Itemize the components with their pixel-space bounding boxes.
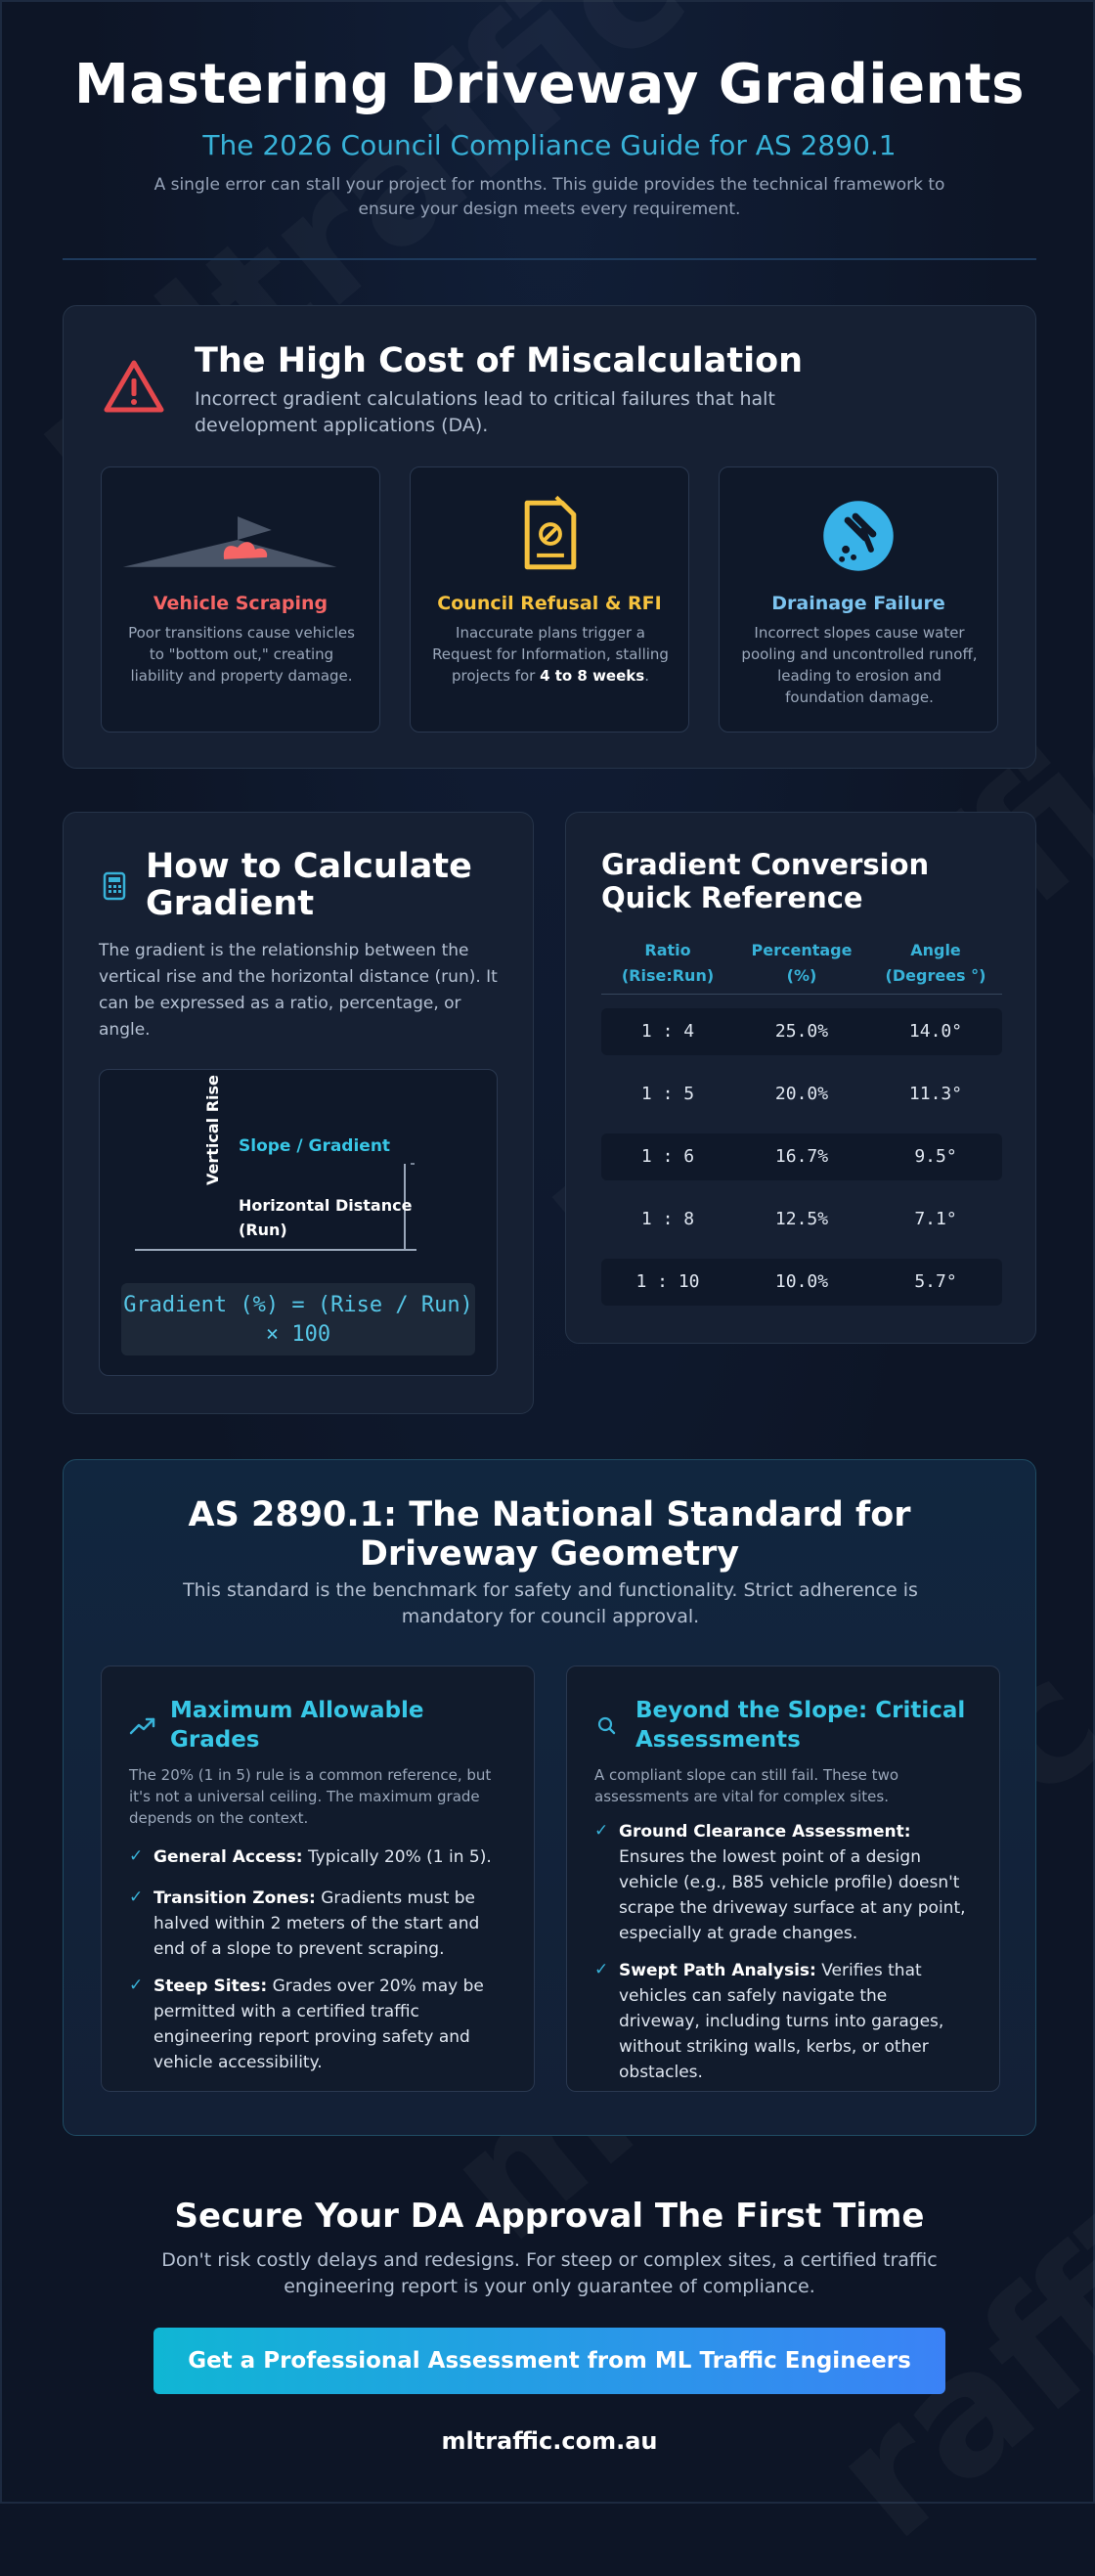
standard-title: AS 2890.1: The National Standard for Driveway Geometry [188,1495,911,1574]
cell-angle: 5.7° [914,1271,957,1292]
trending-up-icon [129,1715,156,1735]
page-intro: A single error can stall your project for months. This guide provides the technical framework to ensure your design meets every requirement. [153,175,945,219]
gradient-formula: Gradient (%) = (Rise / Run) × 100 [121,1283,475,1355]
header-angle: Angle (Degrees °) [885,941,986,985]
cell-percentage: 10.0% [774,1271,829,1292]
check-icon: ✓ [594,1960,609,1979]
cell-ratio: 1 : 10 [635,1271,700,1292]
calculate-description: The gradient is the relationship between the vertical rise and the horizontal distance (run). It can be expressed as a ratio, percentage, or angle. [99,941,498,1040]
horizontal-distance-label: Horizontal Distance (Run) [239,1196,413,1239]
table-row [601,1008,1002,1055]
vertical-rise-label: Vertical Rise [203,1075,222,1185]
page-title: Mastering Driveway Gradients [73,53,1026,116]
cell-angle: 9.5° [914,1146,957,1167]
card-vehicle-scraping [101,466,380,733]
assessments-title: Beyond the Slope: Critical Assessments [635,1698,966,1753]
header-percentage: Percentage (%) [751,941,853,985]
card-text: Inaccurate plans trigger a Request for Information, stalling projects for 4 to 8 weeks. [432,624,669,685]
max-grades-description: The 20% (1 in 5) rule is a common reference, but it's not a universal ceiling. The maximum grade depends on the context. [129,1766,492,1827]
check-icon: ✓ [129,1846,144,1866]
card-text: Incorrect slopes cause water pooling and uncontrolled runoff, leading to erosion and foundation damage. [741,624,978,706]
table-row [601,1133,1002,1180]
standard-description: This standard is the benchmark for safety and functionality. Strict adherence is mandatory for council approval. [183,1579,918,1627]
cell-ratio: 1 : 6 [640,1146,695,1167]
cell-angle: 14.0° [908,1021,963,1042]
check-icon: ✓ [129,1888,144,1907]
check-icon: ✓ [594,1821,609,1841]
cell-ratio: 1 : 5 [640,1084,695,1104]
table-row [601,1071,1002,1118]
card-title: Council Refusal & RFI [437,593,662,614]
max-grades-card: Maximum Allowable Grades The 20% (1 in 5) rule is a common reference, but it's not a universal ceiling. The maximum grade depends on the context. ✓ General Access: Typically 20% (1 in 5). ✓ Transition Zones: Gradients must be halved within 2 meters of the start and end of a slope to prevent scraping. ✓ Steep Sites: Grades over 20% may be permitted with a certified traffic engineering report proving safety and vehicle accessibility. [101,1666,535,2092]
calculate-section [63,812,534,1414]
cell-percentage: 25.0% [774,1021,829,1042]
cost-section [63,305,1036,769]
cell-ratio: 1 : 4 [640,1021,695,1042]
cell-ratio: 1 : 8 [640,1209,695,1229]
table-header [601,938,1002,995]
cell-angle: 11.3° [908,1084,963,1104]
cell-percentage: 16.7% [774,1146,829,1167]
warning-icon [103,357,165,416]
drainage-icon [720,491,997,579]
cost-description: Incorrect gradient calculations lead to critical failures that halt development applications (DA). [195,388,775,436]
table-row [601,1259,1002,1306]
cost-title: The High Cost of Miscalculation [195,341,804,380]
table-row [601,1196,1002,1243]
card-title: Drainage Failure [771,593,945,614]
assessments-card: Beyond the Slope: Critical Assessments A compliant slope can still fail. These two assessments are vital for complex sites. ✓ Ground Clearance Assessment: Ensures the lowest point of a design vehicle (e.g., B85 vehicle profile) doesn't scrape the driveway surface at any point, especially at grade changes. ✓ Swept Path Analysis: Verifies that vehicles can safely navigate the driveway, including turns into garages, without striking walls, kerbs, or other obstacles. [566,1666,1000,2092]
card-title: Vehicle Scraping [153,593,328,614]
cell-percentage: 12.5% [774,1209,829,1229]
card-drainage-failure [719,466,998,733]
calculator-icon [103,871,126,901]
cell-angle: 7.1° [914,1209,957,1229]
website-link[interactable]: mltraffic.com.au [441,2427,658,2455]
conversion-title: Gradient Conversion Quick Reference [601,848,930,914]
card-council-refusal [410,466,689,733]
header-ratio: Ratio (Rise:Run) [621,941,715,985]
card-text: Poor transitions cause vehicles to "bottom out," creating liability and property damage. [128,624,355,685]
document-refusal-icon [411,491,688,579]
cta-description: Don't risk costly delays and redesigns. For steep or complex sites, a certified traffic engineering report is your only guarantee of compliance. [161,2249,938,2297]
header-divider [63,258,1036,260]
conversion-section [565,812,1036,1344]
slope-label: Slope / Gradient [239,1136,391,1156]
check-icon: ✓ [129,1976,144,1995]
professional-assessment-button[interactable]: Get a Professional Assessment from ML Traffic Engineers [153,2328,945,2394]
cta-title: Secure Your DA Approval The First Time [174,2197,925,2236]
search-icon [594,1715,622,1735]
page-subtitle: The 2026 Council Compliance Guide for AS 2890.1 [202,129,897,161]
cell-percentage: 20.0% [774,1084,829,1104]
car-scraping-icon [102,491,379,579]
assessments-description: A compliant slope can still fail. These two assessments are vital for complex sites. [594,1766,899,1805]
calculate-title: How to Calculate Gradient [146,847,472,923]
gradient-diagram [99,1069,498,1376]
max-grades-title: Maximum Allowable Grades [170,1698,424,1753]
standard-section [63,1459,1036,2136]
